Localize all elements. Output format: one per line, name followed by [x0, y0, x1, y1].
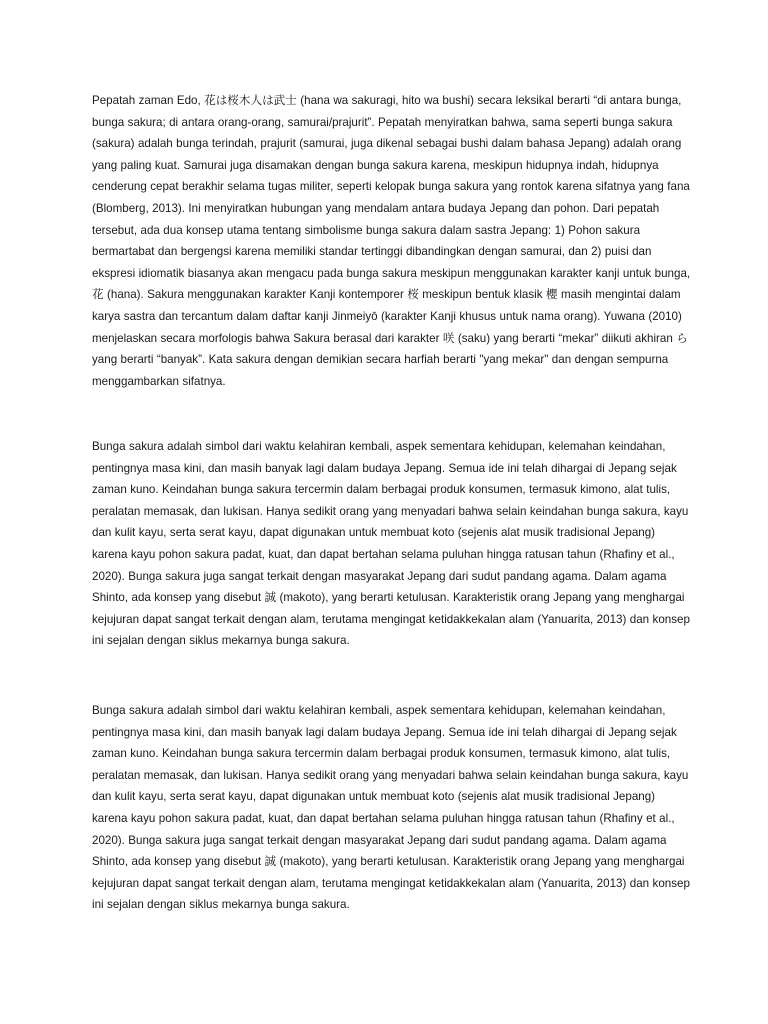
paragraph-sakura-symbolism-repeat: Bunga sakura adalah simbol dari waktu kelahiran kembali, aspek sementara kehidupan, kelemahan keindahan, pentingnya masa kini, dan masih banyak lagi dalam budaya Jepang. Semua ide ini telah dihargai di Jepang sejak zaman kuno. Keindahan bunga sakura tercermin dalam berbagai produk konsumen, termasuk kimono, alat tulis, peralatan memasak, dan lukisan. Hanya sedikit orang yang menyadari bahwa selain keindahan bunga sakura, kayu dan kulit kayu, serta serat kayu, dapat digunakan untuk membuat koto (sejenis alat musik tradisional Jepang) karena kayu pohon sakura padat, kuat, dan dapat bertahan selama puluhan hingga ratusan tahun (Rhafiny et al., 2020). Bunga sakura juga sangat terkait dengan masyarakat Jepang dari sudut pandang agama. Dalam agama Shinto, ada konsep yang disebut 誠 (makoto), yang berarti ketulusan. Karakteristik orang Jepang yang menghargai kejujuran dapat sangat terkait dengan alam, terutama mengingat ketidakkekalan alam (Yanuarita, 2013) dan konsep ini sejalan dengan siklus mekarnya bunga sakura.: [92, 704, 690, 912]
paragraph-sakura-symbolism: Bunga sakura adalah simbol dari waktu kelahiran kembali, aspek sementara kehidupan, kelemahan keindahan, pentingnya masa kini, dan masih banyak lagi dalam budaya Jepang. Semua ide ini telah dihargai di Jepang sejak zaman kuno. Keindahan bunga sakura tercermin dalam berbagai produk konsumen, termasuk kimono, alat tulis, peralatan memasak, dan lukisan. Hanya sedikit orang yang menyadari bahwa selain keindahan bunga sakura, kayu dan kulit kayu, serta serat kayu, dapat digunakan untuk membuat koto (sejenis alat musik tradisional Jepang) karena kayu pohon sakura padat, kuat, dan dapat bertahan selama puluhan hingga ratusan tahun (Rhafiny et al., 2020). Bunga sakura juga sangat terkait dengan masyarakat Jepang dari sudut pandang agama. Dalam agama Shinto, ada konsep yang disebut 誠 (makoto), yang berarti ketulusan. Karakteristik orang Jepang yang menghargai kejujuran dapat sangat terkait dengan alam, terutama mengingat ketidakkekalan alam (Yanuarita, 2013) dan konsep ini sejalan dengan siklus mekarnya bunga sakura.: [92, 440, 690, 648]
paragraph-edo-proverb: Pepatah zaman Edo, 花は桜木人は武士 (hana wa sakuragi, hito wa bushi) secara leksikal berarti “di antara bunga, bunga sakura; di antara orang-orang, samurai/prajurit”. Pepatah menyiratkan bahwa, sama seperti bunga sakura (sakura) adalah bunga terindah, prajurit (samurai, juga dikenal sebagai bushi dalam bahasa Jepang) adalah orang yang paling kuat. Samurai juga disamakan dengan bunga sakura karena, meskipun hidupnya indah, hidupnya cenderung cepat berakhir selama tugas militer, seperti kelopak bunga sakura yang rontok karena sifatnya yang fana (Blomberg, 2013). Ini menyiratkan hubungan yang mendalam antara budaya Jepang dan pohon. Dari pepatah tersebut, ada dua konsep utama tentang simbolisme bunga sakura dalam sastra Jepang: 1) Pohon sakura bermartabat dan bergengsi karena memiliki standar tertinggi dibandingkan dengan samurai, dan 2) puisi dan ekspresi idiomatik biasanya akan mengacu pada bunga sakura meskipun menggunakan karakter kanji untuk bunga, 花 (hana). Sakura menggunakan karakter Kanji kontemporer 桜 meskipun bentuk klasik 櫻 masih mengintai dalam karya sastra dan tercantum dalam daftar kanji Jinmeiyō (karakter Kanji khusus untuk nama orang). Yuwana (2010) menjelaskan secara morfologis bahwa Sakura berasal dari karakter 咲 (saku) yang berarti “mekar” diikuti akhiran ら yang berarti “banyak”. Kata sakura dengan demikian secara harfiah berarti "yang mekar" dan dengan sempurna menggambarkan sifatnya.: [92, 94, 691, 388]
